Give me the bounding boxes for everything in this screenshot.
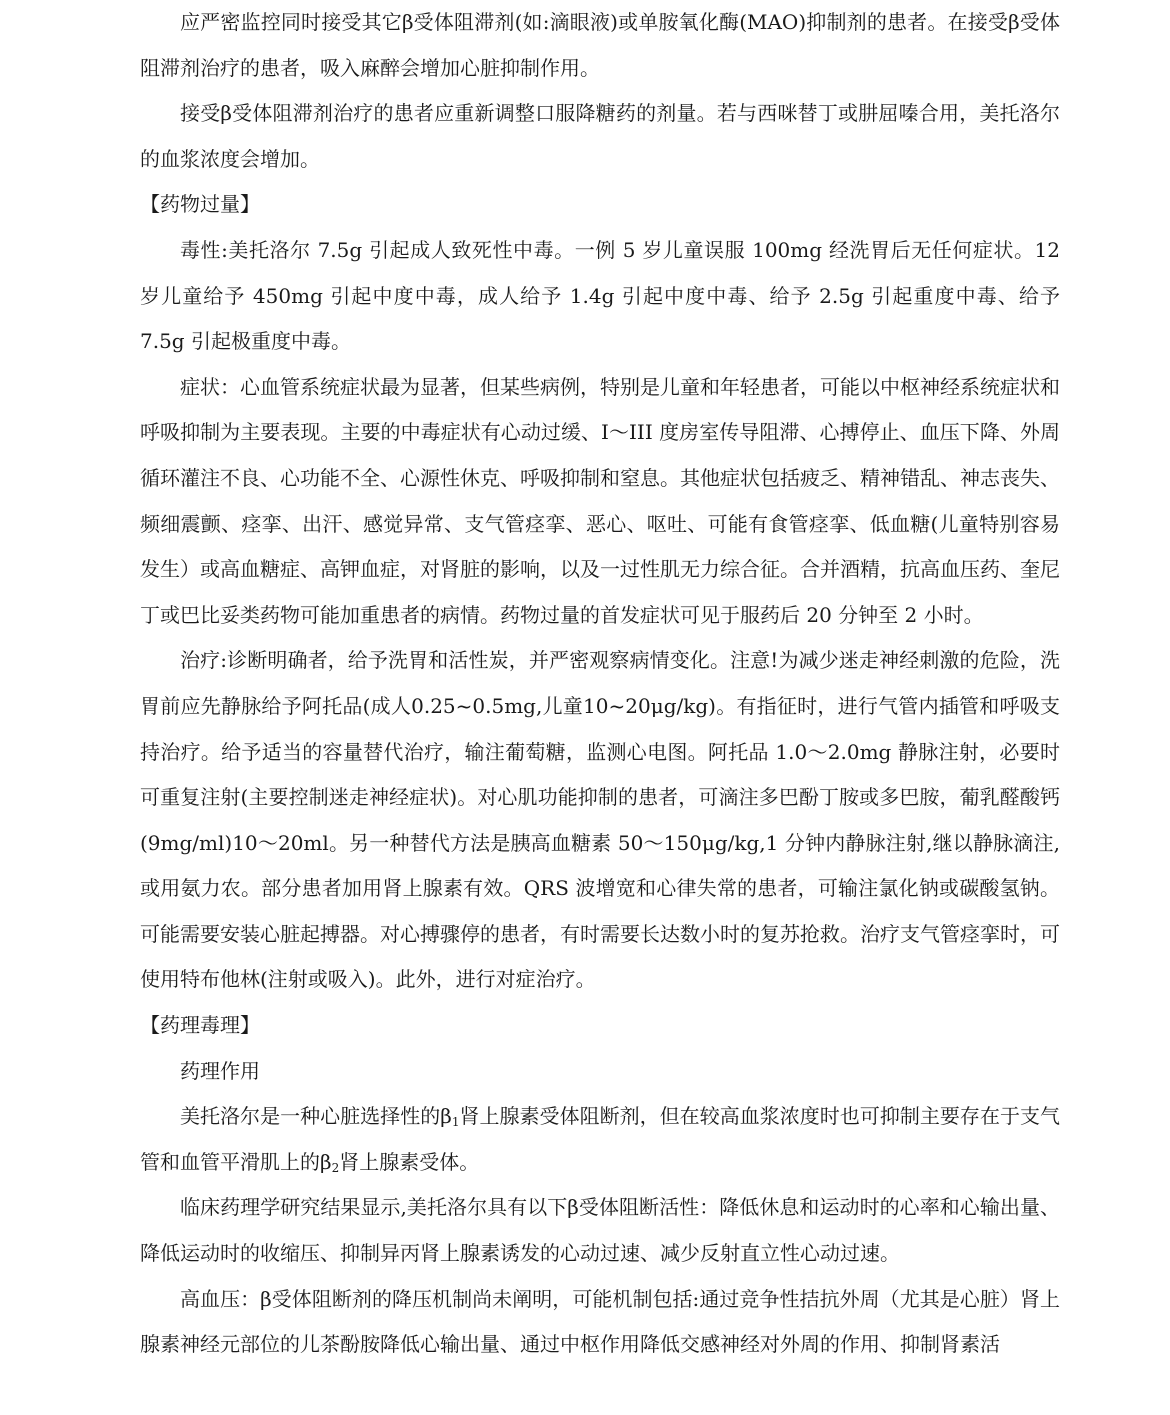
pharmacology-heading: 【药理毒理】 [140, 1013, 260, 1038]
clinical-paragraph: 临床药理学研究结果显示,美托洛尔具有以下β受体阻断活性：降低休息和运动时的心率和心输出量、降低运动时的收缩压、抑制异丙肾上腺素诱发的心动过速、减少反射直立性心动过速。 [140, 1195, 1060, 1266]
beta-2-subscript: 2 [331, 1160, 340, 1175]
hypertension-paragraph: 高血压：β受体阻断剂的降压机制尚未阐明，可能机制包括:通过竞争性拮抗外周（尤其是心脏）肾上腺素神经元部位的儿茶酚胺降低心输出量、通过中枢作用降低交感神经对外周的作用、抑制肾素活 [140, 1286, 1060, 1357]
treatment-paragraph: 治疗:诊断明确者，给予洗胃和活性炭，并严密观察病情变化。注意!为减少迷走神经刺激的危险，洗胃前应先静脉给予阿托品(成人0.25~0.5mg,儿童10~20μg/kg)。有指征时，进行气管内插管和呼吸支持治疗。给予适当的容量替代治疗，输注葡萄糖，监测心电图。阿托品 1.0～2.0mg 静脉注射，必要时可重复注射(主要控制迷走神经症状)。对心肌功能抑制的患者，可滴注多巴酚丁胺或多巴胺，葡乳醛酸钙(9mg/ml)10～20ml。另一种替代方法是胰高血糖素 50～150μg/kg,1 分钟内静脉注射,继以静脉滴注,或用氨力农。部分患者加用肾上腺素有效。QRS 波增宽和心律失常的患者，可输注氯化钠或碳酸氢钠。可能需要安装心脏起搏器。对心搏骤停的患者，有时需要长达数小时的复苏抢救。治疗支气管痉挛时，可使用特布他林(注射或吸入)。此外，进行对症治疗。 [140, 648, 1060, 992]
interaction-paragraph-1: 应严密监控同时接受其它β受体阻滞剂(如:滴眼液)或单胺氧化酶(MAO)抑制剂的患者。在接受β受体阻滞剂治疗的患者，吸入麻醉会增加心脏抑制作用。 [140, 10, 1060, 80]
beta-1-subscript: 1 [451, 1115, 460, 1130]
action-paragraph [140, 1094, 1060, 1185]
toxicity-paragraph: 毒性:美托洛尔 7.5g 引起成人致死性中毒。一例 5 岁儿童误服 100mg 经洗胃后无任何症状。12 岁儿童给予 450mg 引起中度中毒，成人给予 1.4g 引起中度中毒、给予 2.5g 引起重度中毒、给予 7.5g 引起极重度中毒。 [140, 237, 1060, 354]
document-page [140, 0, 1060, 1368]
interaction-paragraph-2: 接受β受体阻滞剂治疗的患者应重新调整口服降糖药的剂量。若与西咪替丁或肼屈嗪合用，美托洛尔的血浆浓度会增加。 [140, 101, 1060, 171]
symptoms-paragraph: 症状：心血管系统症状最为显著，但某些病例，特别是儿童和年轻患者，可能以中枢神经系统症状和呼吸抑制为主要表现。主要的中毒症状有心动过缓、I～III 度房室传导阻滞、心搏停止、血压下降、外周循环灌注不良、心功能不全、心源性休克、呼吸抑制和窒息。其他症状包括疲乏、精神错乱、神志丧失、频细震颤、痉挛、出汗、感觉异常、支气管痉挛、恶心、呕吐、可能有食管痉挛、低血糖(儿童特别容易发生）或高血糖症、高钾血症，对肾脏的影响，以及一过性肌无力综合征。合并酒精，抗高血压药、奎尼丁或巴比妥类药物可能加重患者的病情。药物过量的首发症状可见于服药后 20 分钟至 2 小时。 [140, 374, 1060, 627]
action-text-c: 肾上腺素受体。 [339, 1149, 480, 1174]
pharmacology-subheading: 药理作用 [180, 1058, 260, 1083]
action-text-a: 美托洛尔是一种心脏选择性的β [180, 1104, 452, 1129]
action-text-b: 肾上腺素受体阻断剂，但在较高血浆浓度时也可抑制主要存在于支气管和血管平滑肌上的β [140, 1104, 1061, 1174]
overdose-heading: 【药物过量】 [140, 192, 260, 217]
